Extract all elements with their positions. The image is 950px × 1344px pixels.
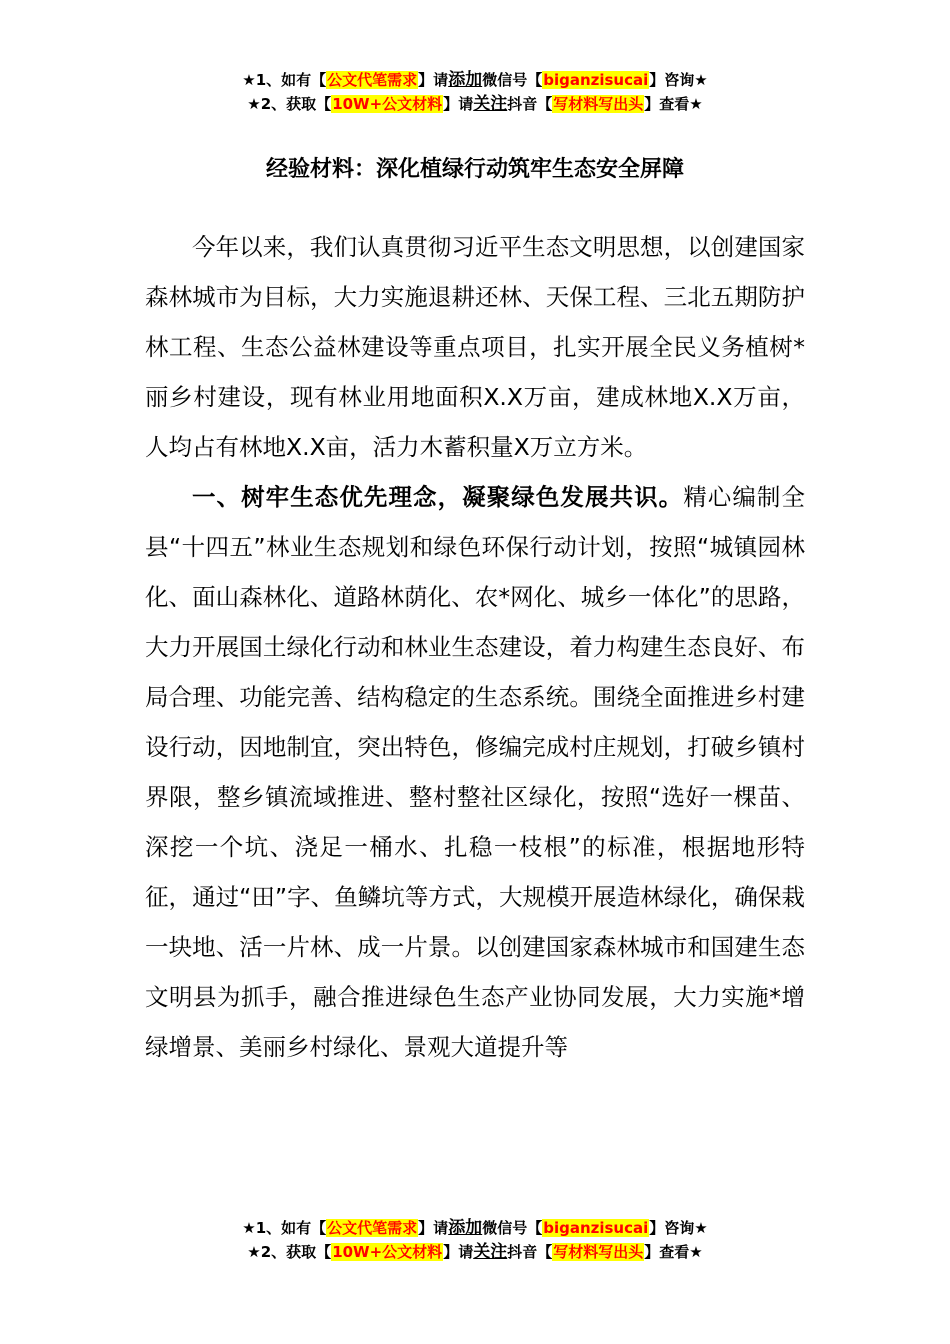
banner-text: 微信号【 [482,1219,543,1237]
banner-text: 】查看★ [644,1243,703,1261]
banner-line-1 [0,68,950,92]
underlined-follow: 关注 [473,94,508,114]
banner-text: 】请 [418,71,449,89]
highlight-douyin-account: 写材料写出头 [553,95,644,113]
banner-text: 】咨询★ [649,71,708,89]
highlight-writing-service: 公文代笔需求 [327,1219,418,1237]
banner-text: 抖音【 [507,1243,553,1261]
highlight-materials: 10W+公文材料 [332,95,443,113]
highlight-douyin-account: 写材料写出头 [553,1243,644,1261]
banner-text: ★1、如有【 [242,1219,327,1237]
document-body [145,222,805,1072]
paragraph-intro: 今年以来，我们认真贯彻习近平生态文明思想，以创建国家森林城市为目标，大力实施退耕还林、天保工程、三北五期防护林工程、生态公益林建设等重点项目，扎实开展全民义务植树*丽乡村建设，现有林业用地面积X.X万亩，建成林地X.X万亩，人均占有林地X.X亩，活力木蓄积量X万立方米。 [145,233,805,461]
banner-text: 微信号【 [482,71,543,89]
banner-text: 】咨询★ [649,1219,708,1237]
paragraph-section-1 [145,472,805,1072]
banner-text: ★1、如有【 [242,71,327,89]
banner-text: 】请 [443,1243,474,1261]
highlight-writing-service: 公文代笔需求 [327,71,418,89]
banner-line-1 [0,1216,950,1240]
underlined-add: 添加 [448,1218,483,1238]
underlined-follow: 关注 [473,1242,508,1262]
document-title: 经验材料：深化植绿行动筑牢生态安全屏障 [265,157,684,182]
section-heading: 一、树牢生态优先理念，凝聚绿色发展共识。 [192,483,684,511]
banner-text: 抖音【 [507,95,553,113]
highlight-wechat-id: biganzisucai [543,1219,649,1237]
top-banner [0,68,950,116]
highlight-materials: 10W+公文材料 [332,1243,443,1261]
bottom-banner [0,1216,950,1264]
banner-text: 】请 [418,1219,449,1237]
banner-text: ★2、获取【 [247,95,332,113]
banner-text: ★2、获取【 [247,1243,332,1261]
highlight-wechat-id: biganzisucai [543,71,649,89]
banner-line-2 [0,1240,950,1264]
banner-text: 】查看★ [644,95,703,113]
underlined-add: 添加 [448,70,483,90]
section-body: 精心编制全县“十四五”林业生态规划和绿色环保行动计划，按照“城镇园林化、面山森林化、道路林荫化、农*网化、城乡一体化”的思路，大力开展国土绿化行动和林业生态建设，着力构建生态良好、布局合理、功能完善、结构稳定的生态系统。围绕全面推进乡村建设行动，因地制宜，突出特色，修编完成村庄规划，打破乡镇村界限，整乡镇流域推进、整村整社区绿化，按照“选好一棵苗、深挖一个坑、浇足一桶水、扎稳一枝根”的标准，根据地形特征，通过“田”字、鱼鳞坑等方式，大规模开展造林绿化，确保栽一块地、活一片林、成一片景。以创建国家森林城市和国建生态文明县为抓手，融合推进绿色生态产业协同发展，大力实施*增绿增景、美丽乡村绿化、景观大道提升等 [145,483,805,1061]
banner-line-2 [0,92,950,116]
banner-text: 】请 [443,95,474,113]
